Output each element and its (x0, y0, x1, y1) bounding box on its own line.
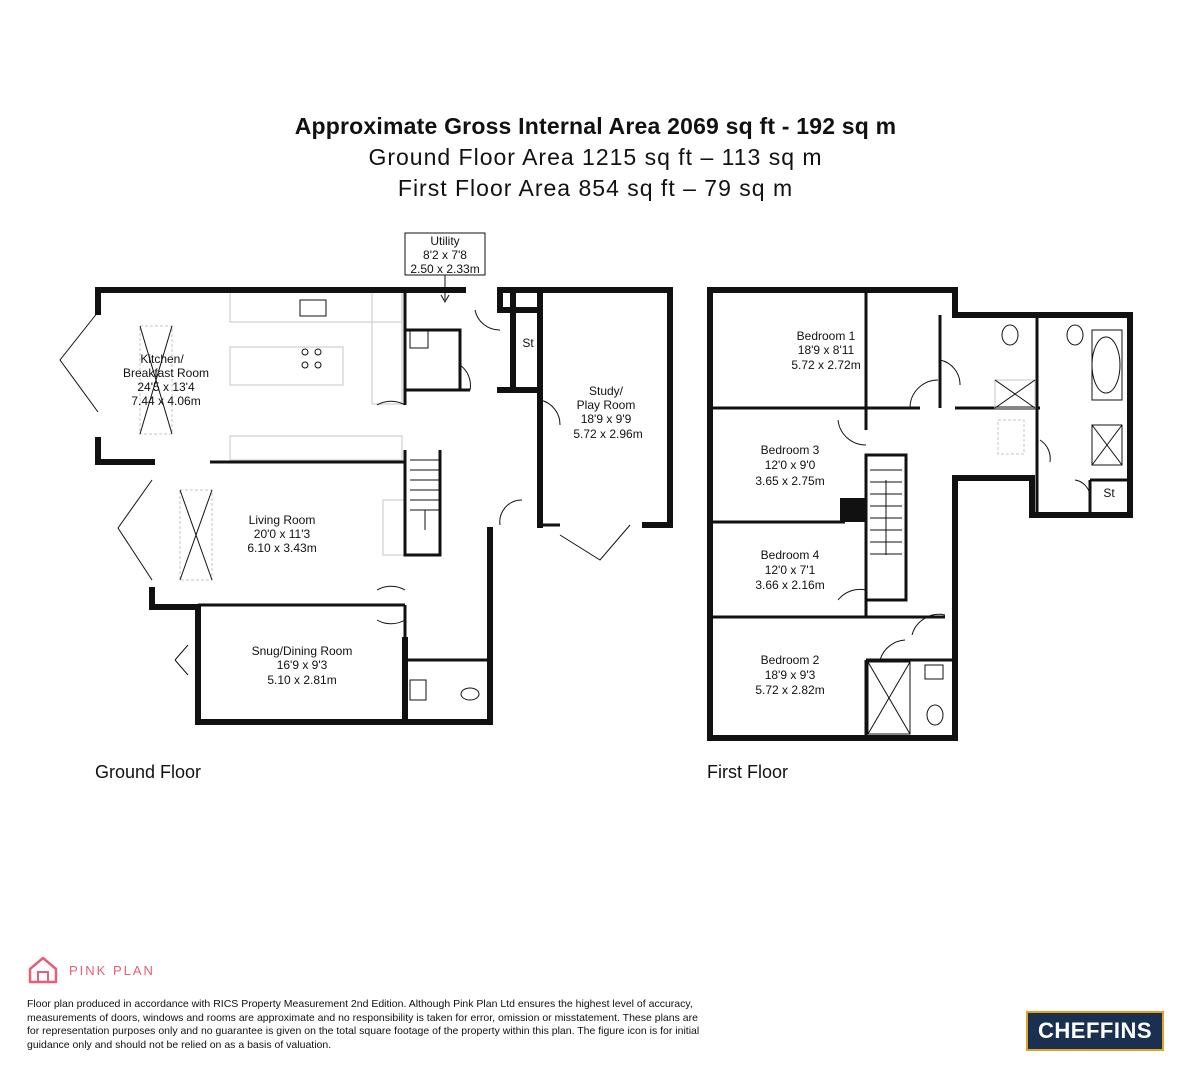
study-metric: 5.72 x 2.96m (573, 427, 643, 441)
first-store-label: St (1103, 486, 1115, 500)
ground-floor-area: Ground Floor Area 1215 sq ft – 113 sq m (368, 144, 823, 170)
bedroom-3-metric: 3.65 x 2.75m (755, 474, 825, 488)
pink-plan-brand (27, 955, 155, 985)
disclaimer-text: Floor plan produced in accordance with RICS Property Measurement 2nd Edition. Although Pink Plan Ltd ensures the highest level of accuracy, measurements of doors, windows and rooms are approximate and no responsibility is taken for error, omission or misstatement. These plans are for representation purposes only and no guarantee is given on the total square footage of the property within this plan. The figure icon is for initial guidance only and should not be relied on as a basis of valuation. (27, 998, 700, 1051)
study-label-1: Study/ (588, 384, 624, 398)
living-room-imperial: 20'0 x 11'3 (253, 527, 311, 541)
living-room-label: Living Room (248, 513, 316, 527)
ground-floor-label: Ground Floor (95, 762, 202, 782)
gross-area-title: Approximate Gross Internal Area 2069 sq ft - 192 sq m (294, 113, 897, 139)
study-imperial: 18'9 x 9'9 (580, 412, 632, 426)
brand-name: PINK PLAN (69, 962, 155, 978)
bedroom-1-metric: 5.72 x 2.72m (791, 358, 861, 372)
bedroom-3-label: Bedroom 3 (760, 443, 820, 457)
snug-metric: 5.10 x 2.81m (267, 673, 337, 687)
bedroom-4-imperial: 12'0 x 7'1 (764, 563, 816, 577)
kitchen-label-1: Kitchen/ (140, 352, 184, 366)
ground-store-label: St (522, 336, 534, 350)
study-label-2: Play Room (576, 398, 636, 412)
kitchen-label-2: Breakfast Room (122, 366, 210, 380)
kitchen-metric: 7.44 x 4.06m (131, 394, 201, 408)
house-logo-icon (27, 955, 59, 985)
ground-floor-plan (60, 233, 670, 722)
snug-imperial: 16'9 x 9'3 (276, 658, 328, 672)
bedroom-1-label: Bedroom 1 (796, 329, 856, 343)
first-floor-label: First Floor (707, 762, 788, 782)
bedroom-4-label: Bedroom 4 (760, 548, 820, 562)
utility-imperial: 8'2 x 7'8 (423, 248, 467, 262)
snug-label: Snug/Dining Room (251, 644, 353, 658)
bedroom-4-metric: 3.66 x 2.16m (755, 578, 825, 592)
stairs (410, 460, 440, 530)
utility-label: Utility (430, 234, 460, 248)
bedroom-2-metric: 5.72 x 2.82m (755, 683, 825, 697)
cheffins-logo: CHEFFINS (1026, 1011, 1164, 1051)
first-floor-area: First Floor Area 854 sq ft – 79 sq m (397, 175, 794, 201)
bedroom-1-imperial: 18'9 x 8'11 (797, 343, 855, 357)
utility-metric: 2.50 x 2.33m (410, 262, 480, 276)
bedroom-3-imperial: 12'0 x 9'0 (764, 458, 816, 472)
living-room-metric: 6.10 x 3.43m (247, 541, 317, 555)
kitchen-imperial: 24'5 x 13'4 (137, 380, 195, 394)
bedroom-2-imperial: 18'9 x 9'3 (764, 668, 816, 682)
first-floor-plan (710, 290, 1130, 738)
bedroom-2-label: Bedroom 2 (760, 653, 820, 667)
